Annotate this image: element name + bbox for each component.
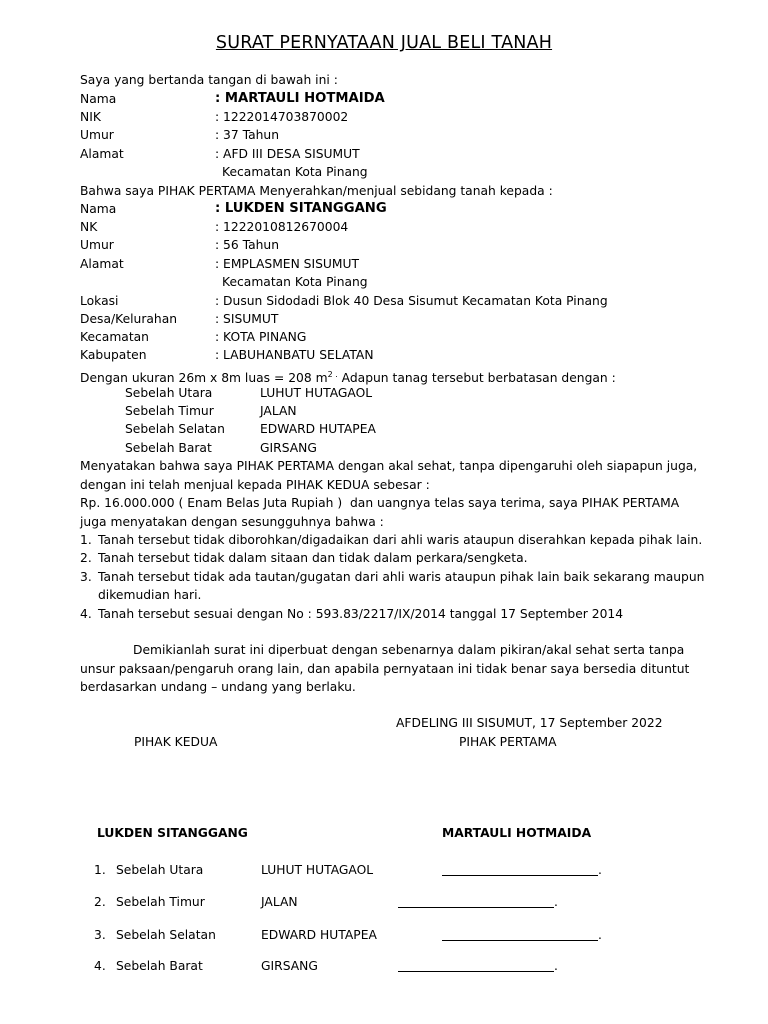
price-after-text: dan uangnya telas saya terima, saya PIHAK PERTAMA xyxy=(350,496,680,510)
regency-label: Kabupaten xyxy=(80,348,147,362)
witness-signature-line xyxy=(398,907,554,908)
size-line-text-after: Adapun tanag tersebut berbatasan dengan : xyxy=(337,371,616,385)
witness-side: Sebelah Selatan xyxy=(116,928,216,942)
party1-signature-name: MARTAULI HOTMAIDA xyxy=(442,826,592,840)
clause-number: 2. xyxy=(80,551,92,565)
witness-signature-dot: . xyxy=(554,895,558,909)
border-north-label: Sebelah Utara xyxy=(125,386,213,400)
party1-name-label: Nama xyxy=(80,92,117,106)
party2-name-value: : LUKDEN SITANGGANG xyxy=(215,201,387,216)
clause-text: Tanah tersebut tidak dalam sitaan dan tidak dalam perkara/sengketa. xyxy=(98,551,528,565)
clause-number: 1. xyxy=(80,533,92,547)
place-date: AFDELING III SISUMUT, 17 September 2022 xyxy=(396,716,663,730)
document-title: SURAT PERNYATAAN JUAL BELI TANAH xyxy=(215,33,553,53)
border-south-name: EDWARD HUTAPEA xyxy=(260,422,376,436)
party1-name-value: : MARTAULI HOTMAIDA xyxy=(215,91,385,106)
witness-side: Sebelah Barat xyxy=(116,959,203,973)
clause-text: Tanah tersebut tidak diborohkan/digadaikan dari ahli waris ataupun diserahkan kepada pihak lain. xyxy=(98,533,703,547)
location-value: : Dusun Sidodadi Blok 40 Desa Sisumut Kecamatan Kota Pinang xyxy=(215,294,608,308)
clause-number: 3. xyxy=(80,570,92,584)
intro-text: Saya yang bertanda tangan di bawah ini : xyxy=(80,73,338,87)
witness-name: GIRSANG xyxy=(261,959,318,973)
party1-address-value: : AFD III DESA SISUMUT xyxy=(215,147,360,161)
party2-signature-name: LUKDEN SITANGGANG xyxy=(97,826,248,840)
party2-address-line2: Kecamatan Kota Pinang xyxy=(222,275,368,289)
border-east-label: Sebelah Timur xyxy=(125,404,214,418)
closing-line2: unsur paksaan/pengaruh orang lain, dan apabila pernyataan ini tidak benar saya bersedia dituntut xyxy=(80,662,690,676)
location-label: Lokasi xyxy=(80,294,119,308)
size-line-superscript: 2 . xyxy=(327,370,338,379)
statement-line4: juga menyatakan dengan sesungguhnya bahwa : xyxy=(80,515,384,529)
witness-name: JALAN xyxy=(261,895,298,909)
clause-text: Tanah tersebut tidak ada tautan/gugatan dari ahli waris ataupun pihak lain baik sekarang maupun xyxy=(98,570,705,584)
district-label: Kecamatan xyxy=(80,330,149,344)
party2-age-label: Umur xyxy=(80,238,114,252)
statement-line1: Menyatakan bahwa saya PIHAK PERTAMA dengan akal sehat, tanpa dipengaruhi oleh siapapun juga, xyxy=(80,459,698,473)
clause-text: Tanah tersebut sesuai dengan No : 593.83/2217/IX/2014 tanggal 17 September 2014 xyxy=(98,607,624,621)
witness-number: 2. xyxy=(94,895,106,909)
border-west-label: Sebelah Barat xyxy=(125,441,212,455)
witness-signature-line xyxy=(398,971,554,972)
witness-signature-dot: . xyxy=(598,863,602,877)
party2-age-value: : 56 Tahun xyxy=(215,238,279,252)
party1-nik-value: : 1222014703870002 xyxy=(215,110,349,124)
witness-number: 1. xyxy=(94,863,106,877)
witness-signature-line xyxy=(442,940,598,941)
district-value: : KOTA PINANG xyxy=(215,330,307,344)
border-north-name: LUHUT HUTAGAOL xyxy=(260,386,373,400)
village-label: Desa/Kelurahan xyxy=(80,312,178,326)
party2-address-value: : EMPLASMEN SISUMUT xyxy=(215,257,360,271)
party1-nik-label: NIK xyxy=(80,110,101,124)
party2-role-label: PIHAK KEDUA xyxy=(134,735,218,749)
witness-name: EDWARD HUTAPEA xyxy=(261,928,377,942)
witness-side: Sebelah Timur xyxy=(116,895,205,909)
witness-signature-dot: . xyxy=(554,959,558,973)
witness-number: 3. xyxy=(94,928,106,942)
clause-text-continued: dikemudian hari. xyxy=(98,588,202,602)
party2-nik-label: NK xyxy=(80,220,98,234)
party2-name-label: Nama xyxy=(80,202,117,216)
size-line-text: Dengan ukuran 26m x 8m luas = 208 m xyxy=(80,371,328,385)
party1-address-line2: Kecamatan Kota Pinang xyxy=(222,165,368,179)
party2-address-label: Alamat xyxy=(80,257,124,271)
party1-age-value: : 37 Tahun xyxy=(215,128,279,142)
witness-signature-line xyxy=(442,875,598,876)
party1-address-label: Alamat xyxy=(80,147,124,161)
border-east-name: JALAN xyxy=(260,404,297,418)
closing-line1: Demikianlah surat ini diperbuat dengan sebenarnya dalam pikiran/akal sehat serta tanpa xyxy=(133,643,685,657)
border-south-label: Sebelah Selatan xyxy=(125,422,225,436)
witness-number: 4. xyxy=(94,959,106,973)
party2-nik-value: : 1222010812670004 xyxy=(215,220,349,234)
clause-number: 4. xyxy=(80,607,92,621)
statement-line2: dengan ini telah menjual kepada PIHAK KEDUA sebesar : xyxy=(80,478,430,492)
price-text: Rp. 16.000.000 ( Enam Belas Juta Rupiah ) xyxy=(80,496,343,510)
border-west-name: GIRSANG xyxy=(260,441,317,455)
village-value: : SISUMUT xyxy=(215,312,279,326)
party1-age-label: Umur xyxy=(80,128,114,142)
transfer-line: Bahwa saya PIHAK PERTAMA Menyerahkan/menjual sebidang tanah kepada : xyxy=(80,184,553,198)
party1-role-label: PIHAK PERTAMA xyxy=(459,735,557,749)
witness-name: LUHUT HUTAGAOL xyxy=(261,863,374,877)
closing-line3: berdasarkan undang – undang yang berlaku. xyxy=(80,680,356,694)
witness-signature-dot: . xyxy=(598,928,602,942)
regency-value: : LABUHANBATU SELATAN xyxy=(215,348,374,362)
witness-side: Sebelah Utara xyxy=(116,863,204,877)
